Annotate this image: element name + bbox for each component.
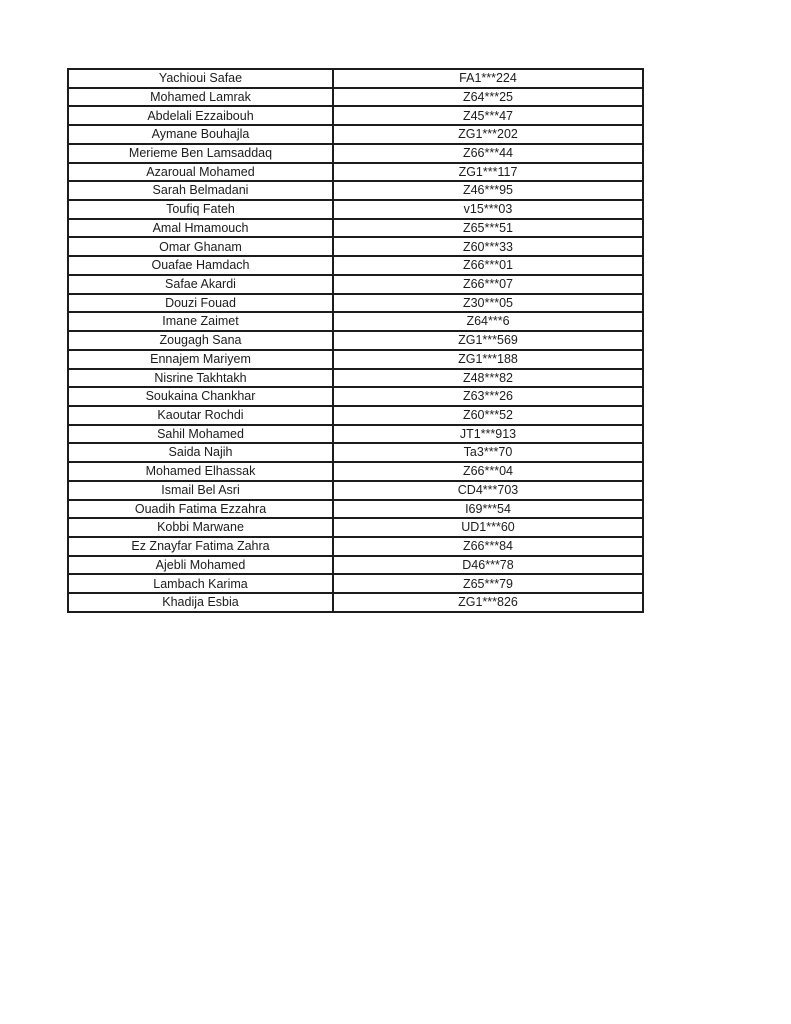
person-name-cell: Sarah Belmadani — [68, 181, 333, 200]
person-name-cell: Ez Znayfar Fatima Zahra — [68, 537, 333, 556]
table-row — [68, 163, 643, 182]
person-name-cell: Ouafae Hamdach — [68, 256, 333, 275]
table-row — [68, 462, 643, 481]
table-row — [68, 406, 643, 425]
table-row — [68, 369, 643, 388]
person-name-cell: Omar Ghanam — [68, 237, 333, 256]
table-row — [68, 144, 643, 163]
table-row — [68, 481, 643, 500]
person-name-cell: Ismail Bel Asri — [68, 481, 333, 500]
table-row — [68, 200, 643, 219]
table-row — [68, 350, 643, 369]
person-name-cell: Zougagh Sana — [68, 331, 333, 350]
masked-id-cell: Z64***25 — [333, 88, 643, 107]
table-row — [68, 256, 643, 275]
masked-id-cell: Z60***52 — [333, 406, 643, 425]
table-row — [68, 69, 643, 88]
table-row — [68, 219, 643, 238]
person-name-cell: Lambach Karima — [68, 574, 333, 593]
table-row — [68, 312, 643, 331]
masked-id-cell: Z66***07 — [333, 275, 643, 294]
table-row — [68, 275, 643, 294]
person-name-cell: Kaoutar Rochdi — [68, 406, 333, 425]
table-row — [68, 294, 643, 313]
person-name-cell: Toufiq Fateh — [68, 200, 333, 219]
table-row — [68, 500, 643, 519]
person-name-cell: Khadija Esbia — [68, 593, 333, 612]
masked-id-cell: Z66***84 — [333, 537, 643, 556]
person-name-cell: Nisrine Takhtakh — [68, 369, 333, 388]
table-row — [68, 593, 643, 612]
masked-id-cell: v15***03 — [333, 200, 643, 219]
table-row — [68, 331, 643, 350]
table-row — [68, 106, 643, 125]
person-name-cell: Amal Hmamouch — [68, 219, 333, 238]
masked-id-cell: Z63***26 — [333, 387, 643, 406]
person-name-cell: Aymane Bouhajla — [68, 125, 333, 144]
person-name-cell: Ouadih Fatima Ezzahra — [68, 500, 333, 519]
masked-id-cell: Z65***51 — [333, 219, 643, 238]
masked-id-cell: ZG1***117 — [333, 163, 643, 182]
masked-id-cell: Z66***44 — [333, 144, 643, 163]
table-row — [68, 88, 643, 107]
person-name-cell: Saida Najih — [68, 443, 333, 462]
person-name-cell: Imane Zaimet — [68, 312, 333, 331]
table-row — [68, 443, 643, 462]
masked-id-cell: ZG1***202 — [333, 125, 643, 144]
masked-id-cell: JT1***913 — [333, 425, 643, 444]
person-name-cell: Ajebli Mohamed — [68, 556, 333, 575]
table-row — [68, 237, 643, 256]
masked-id-cell: UD1***60 — [333, 518, 643, 537]
masked-id-cell: Z66***04 — [333, 462, 643, 481]
person-name-cell: Kobbi Marwane — [68, 518, 333, 537]
table-row — [68, 181, 643, 200]
masked-id-cell: Z45***47 — [333, 106, 643, 125]
masked-id-cell: ZG1***569 — [333, 331, 643, 350]
person-name-cell: Mohamed Lamrak — [68, 88, 333, 107]
table-row — [68, 125, 643, 144]
table-row — [68, 574, 643, 593]
table-row — [68, 537, 643, 556]
person-name-cell: Safae Akardi — [68, 275, 333, 294]
masked-id-cell: Z66***01 — [333, 256, 643, 275]
masked-id-cell: Z64***6 — [333, 312, 643, 331]
masked-id-cell: Z30***05 — [333, 294, 643, 313]
person-name-cell: Yachioui Safae — [68, 69, 333, 88]
masked-id-cell: Z65***79 — [333, 574, 643, 593]
masked-id-cell: I69***54 — [333, 500, 643, 519]
table-row — [68, 556, 643, 575]
person-name-cell: Sahil Mohamed — [68, 425, 333, 444]
person-name-cell: Douzi Fouad — [68, 294, 333, 313]
masked-id-cell: ZG1***826 — [333, 593, 643, 612]
person-name-cell: Mohamed Elhassak — [68, 462, 333, 481]
masked-id-cell: FA1***224 — [333, 69, 643, 88]
masked-id-cell: ZG1***188 — [333, 350, 643, 369]
masked-id-cell: D46***78 — [333, 556, 643, 575]
table-row — [68, 425, 643, 444]
table-row — [68, 387, 643, 406]
masked-id-cell: Z48***82 — [333, 369, 643, 388]
masked-id-cell: Z46***95 — [333, 181, 643, 200]
person-name-cell: Soukaina Chankhar — [68, 387, 333, 406]
person-name-cell: Abdelali Ezzaibouh — [68, 106, 333, 125]
table-body — [68, 69, 643, 612]
person-name-cell: Merieme Ben Lamsaddaq — [68, 144, 333, 163]
table-row — [68, 518, 643, 537]
person-name-cell: Azaroual Mohamed — [68, 163, 333, 182]
masked-id-table — [67, 68, 644, 613]
masked-id-cell: CD4***703 — [333, 481, 643, 500]
person-name-cell: Ennajem Mariyem — [68, 350, 333, 369]
masked-id-cell: Z60***33 — [333, 237, 643, 256]
masked-id-cell: Ta3***70 — [333, 443, 643, 462]
